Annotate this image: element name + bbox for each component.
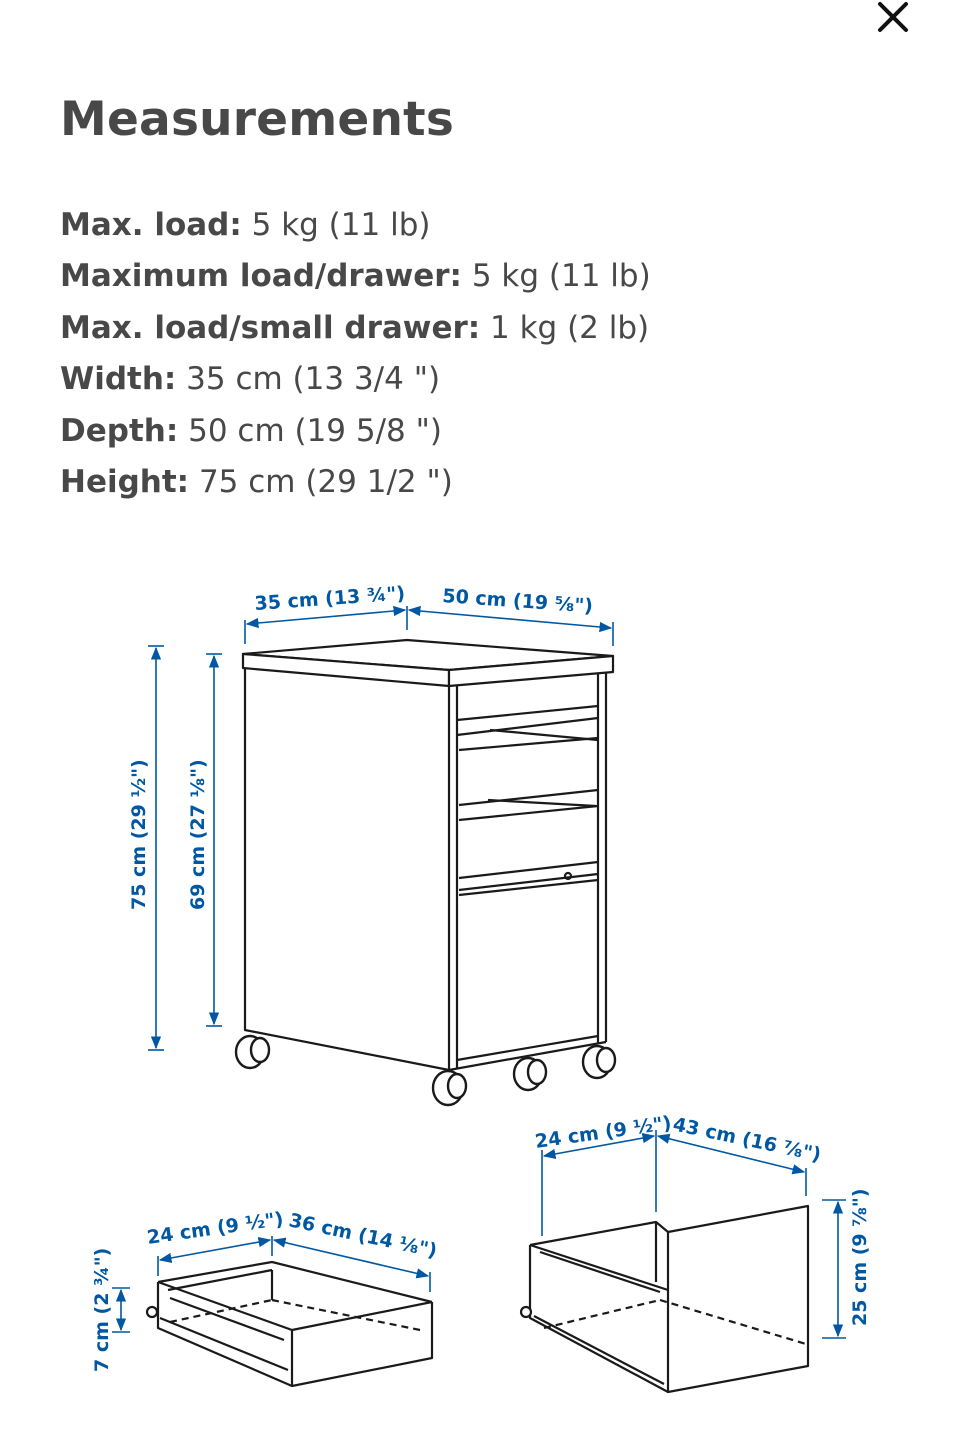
cabinet-inner-height-label: 69 cm (27 ⅛"): [187, 759, 209, 910]
spec-height: [60, 459, 651, 510]
spec-width: [60, 356, 651, 407]
small-drawer-height-label: 7 cm (2 ¾"): [91, 1247, 113, 1372]
measurement-diagram: [0, 560, 963, 1430]
spec-value: 5 kg (11 lb): [471, 258, 651, 295]
spec-max-load: [60, 202, 651, 253]
page-title: Measurements: [60, 92, 455, 147]
cabinet-drawing: [243, 640, 613, 1070]
spec-max-load-drawer: [60, 253, 651, 304]
spec-label: Depth:: [60, 412, 179, 449]
cabinet-height-label: 75 cm (29 ½"): [128, 759, 150, 910]
cabinet-width-label: 35 cm (13 ¾"): [253, 582, 406, 615]
spec-value: 50 cm (19 5/8 "): [188, 412, 442, 449]
large-drawer-drawing: [521, 1206, 808, 1392]
spec-label: Maximum load/drawer:: [60, 258, 462, 295]
spec-value: 75 cm (29 1/2 "): [198, 463, 453, 500]
close-icon: [866, 0, 922, 36]
spec-value: 35 cm (13 3/4 "): [186, 361, 441, 398]
spec-value: 1 kg (2 lb): [490, 309, 650, 346]
small-drawer-depth-label: 36 cm (14 ⅛"): [286, 1209, 439, 1263]
small-drawer-width-label: 24 cm (9 ½"): [145, 1208, 285, 1249]
specs-list: [60, 202, 651, 510]
spec-label: Max. load/small drawer:: [60, 309, 481, 346]
large-drawer-depth-label: 43 cm (16 ⅞"): [670, 1113, 823, 1167]
close-button[interactable]: [866, 0, 922, 36]
cabinet-depth-label: 50 cm (19 ⅝"): [441, 585, 594, 618]
large-drawer-width-label: 24 cm (9 ½"): [533, 1112, 673, 1153]
spec-label: Height:: [60, 463, 190, 500]
spec-label: Width:: [60, 361, 177, 398]
small-drawer-drawing: [147, 1262, 432, 1386]
large-drawer-height-label: 25 cm (9 ⅞"): [849, 1188, 871, 1326]
spec-max-load-small-drawer: [60, 305, 651, 356]
cabinet-casters: [236, 1036, 615, 1105]
spec-depth: [60, 408, 651, 459]
spec-value: 5 kg (11 lb): [251, 207, 431, 243]
spec-label: Max. load:: [60, 207, 242, 243]
